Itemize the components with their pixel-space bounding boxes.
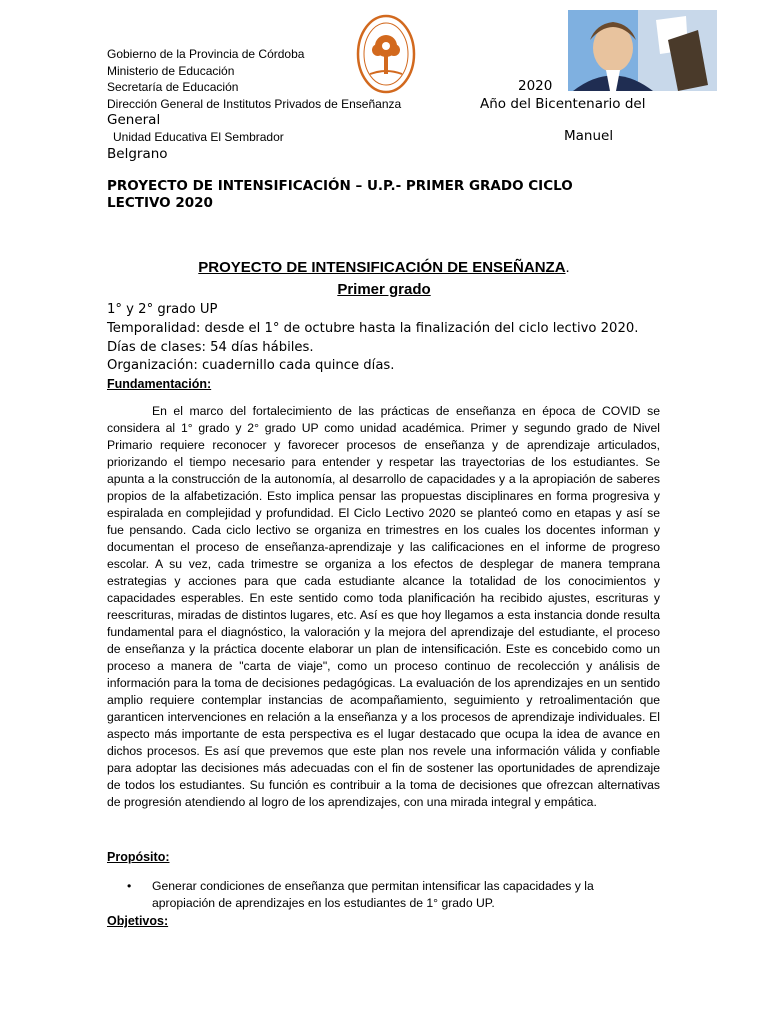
org-line-secretariat: Secretaría de Educación (107, 80, 239, 94)
proposito-list (107, 878, 660, 912)
bullet-icon: • (127, 879, 132, 893)
document-title-text: PROYECTO DE INTENSIFICACIÓN DE ENSEÑANZA (198, 259, 566, 276)
document-title-dot: . (565, 259, 570, 276)
fundamentacion-heading: Fundamentación: (107, 377, 212, 391)
fundamentacion-paragraph: En el marco del fortalecimiento de las prácticas de enseñanza en época de COVID se considera al 1° grado y 2° grado UP como unidad académica. Primer y segundo grado de Nivel Primario requiere reconocer y favorecer procesos de enseñanza y de aprendizaje articulados, priorizando el tiempo necesario para entender y respetar las trayectorias de los estudiantes. Se apunta a la construcción de la autonomía, al desarrollo de capacidades y a la apropiación de saberes propios de la alfabetización. Esto implica pensar las propuestas disciplinares en forma progresiva y espiralada en complejidad y profundidad. El Ciclo Lectivo 2020 se planteó como en etapas y así se fue pensando. Cada ciclo lectivo se organiza en trimestres en los cuales los docentes informan y documentan el proceso de enseñanza-aprendizaje y las calificaciones en el informe de progreso escolar. A su vez, cada trimestre se organiza a los efectos de desplegar de manera temprana estrategias y acciones para que cada estudiante alcance la totalidad de los conocimientos y capacidades esperables. En este sentido como toda planificación ha recibido ajustes, escrituras y reescrituras, miradas de distintos lugares, etc. Así es que hoy llegamos a esta instancia donde resulta fundamental para el diagnóstico, la valoración y la mejora del aprendizaje del estudiante, el proceso de enseñanza y la práctica docente elaborar un plan de intensificación. Este es concebido como un proceso a manera de "carta de viaje", como un proceso continuo de recolección y análisis de información para la toma de decisiones pedagógicas. La evaluación de los aprendizajes en un sentido amplio requiere contemplar instancias de acompañamiento, seguimiento y retroalimentación que garanticen intervenciones en relación a la enseñanza y a los procesos de aprendizaje individuales. El aspecto más importante de esta perspectiva es el lugar destacado que ocupa la idea de avance en dichos procesos. Es así que prevemos que este plan nos revele una información válida y confiable para adoptar las decisiones más adecuadas con el fin de sostener las oportunidades de aprendizaje de todos los estudiantes. Su función es contribuir a la toma de decisiones que ofrezcan alternativas de progresión atendiendo al logro de los aprendizajes, con una mirada integral y empática. (107, 404, 660, 809)
org-line-ministry: Ministerio de Educación (107, 64, 235, 78)
proposito-item-text: Generar condiciones de enseñanza que permitan intensificar las capacidades y la apropiación de aprendizajes en los estudiantes de 1° grado UP. (152, 879, 594, 910)
document-subtitle: Primer grado (337, 281, 431, 298)
list-item (107, 878, 660, 912)
anniversary-manuel: Manuel (564, 128, 614, 144)
header-year: 2020 (518, 78, 553, 94)
info-grades: 1° y 2° grado UP (107, 302, 218, 317)
anniversary-general: General (107, 112, 161, 128)
document-title (0, 259, 768, 276)
anniversary-belgrano: Belgrano (107, 146, 168, 162)
school-seal-logo (356, 14, 416, 94)
school-name: Unidad Educativa El Sembrador (113, 130, 284, 144)
proposito-heading: Propósito: (107, 850, 170, 864)
objetivos-heading: Objetivos: (107, 914, 169, 928)
info-organization: Organización: cuadernillo cada quince días. (107, 358, 395, 373)
info-temporality: Temporalidad: desde el 1° de octubre hasta la finalización del ciclo lectivo 2020. (107, 321, 639, 336)
info-class-days: Días de clases: 54 días hábiles. (107, 340, 314, 355)
project-heading: PROYECTO DE INTENSIFICACIÓN – U.P.- PRIMER GRADO CICLO LECTIVO 2020 (107, 178, 573, 211)
org-line-directorate: Dirección General de Institutos Privados de Enseñanza (107, 97, 402, 111)
anniversary-line: Año del Bicentenario del (480, 96, 646, 112)
belgrano-portrait-image (568, 10, 717, 91)
org-line-government: Gobierno de la Provincia de Córdoba (107, 47, 305, 61)
